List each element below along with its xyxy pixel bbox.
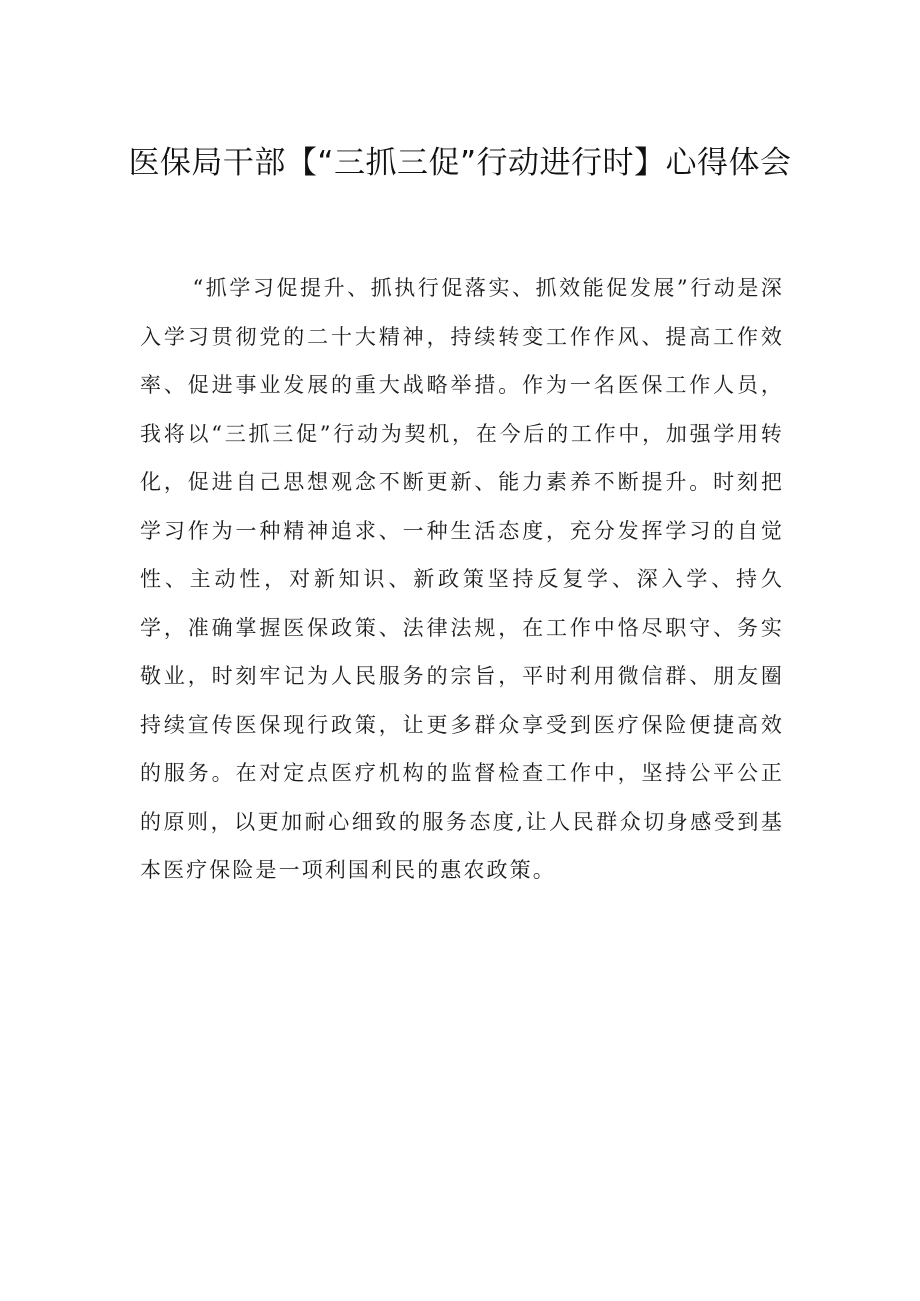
document-title: 医保局干部【“三抓三促”行动进行时】心得体会 — [128, 145, 792, 181]
body-paragraph: “抓学习促提升、抓执行促落实、抓效能促发展”行动是深入学习贯彻党的二十大精神，持续转变工作作风、提高工作效率、促进事业发展的重大战略举措。作为一名医保工作人员，我将以“三抓三促”行动为契机，在今后的工作中，加强学用转化，促进自己思想观念不断更新、能力素养不断提升。时刻把学习作为一种精神追求、一种生活态度，充分发挥学习的自觉性、主动性，对新知识、新政策坚持反复学、深入学、持久学，准确掌握医保政策、法律法规，在工作中恪尽职守、务实敬业，时刻牢记为人民服务的宗旨，平时利用微信群、朋友圈持续宣传医保现行政策，让更多群众享受到医疗保险便捷高效的服务。在对定点医疗机构的监督检查工作中，坚持公平公正的原则，以更加耐心细致的服务态度,让人民群众切身感受到基本医疗保险是一项利国利民的惠农政策。 — [140, 276, 784, 882]
